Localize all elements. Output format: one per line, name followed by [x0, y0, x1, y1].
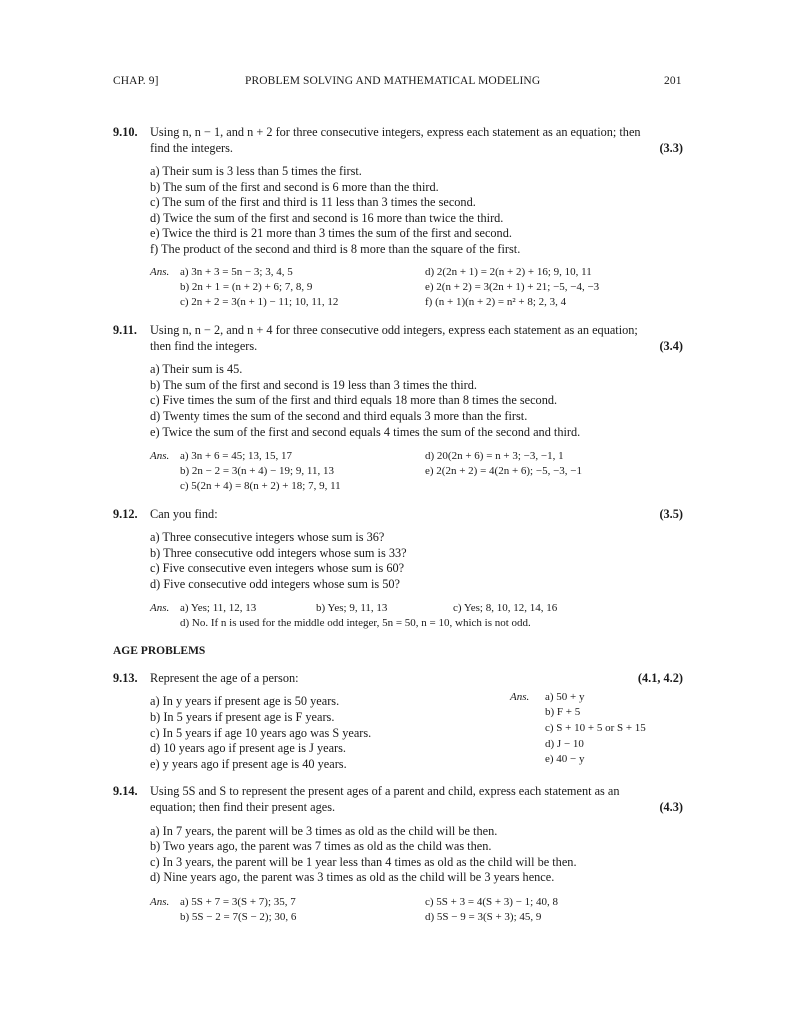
- answer: b) 2n + 1 = (n + 2) + 6; 7, 8, 9: [180, 281, 313, 293]
- problem-item: a) Three consecutive integers whose sum is 36?: [150, 530, 385, 544]
- answer: d) 5S − 9 = 3(S + 3); 45, 9: [425, 911, 542, 923]
- problem-item: d) Nine years ago, the parent was 3 times as old as the child will be 3 years hence.: [150, 870, 555, 884]
- answer: c) Yes; 8, 10, 12, 14, 16: [453, 602, 558, 614]
- problem-reference: (4.1, 4.2): [637, 671, 683, 685]
- problem-item: d) Twenty times the sum of the second and third equals 3 more than the first.: [150, 409, 528, 423]
- answer: c) 5(2n + 4) = 8(n + 2) + 18; 7, 9, 11: [180, 480, 341, 492]
- problem-statement-line: Using n, n − 2, and n + 4 for three consecutive odd integers, express each statement as an equation;: [150, 323, 638, 337]
- problem-number: 9.13.: [113, 671, 138, 685]
- problem-statement-line: find the integers.: [150, 141, 233, 155]
- answer: a) 3n + 3 = 5n − 3; 3, 4, 5: [180, 266, 293, 278]
- problem-item: d) Five consecutive odd integers whose sum is 50?: [150, 577, 400, 591]
- answer-label: Ans.: [150, 450, 170, 462]
- answer: f) (n + 1)(n + 2) = n² + 8; 2, 3, 4: [425, 296, 567, 308]
- problem-item: e) y years ago if present age is 40 years.: [150, 757, 347, 771]
- answer: e) 40 − y: [545, 753, 585, 765]
- section-heading: AGE PROBLEMS: [113, 645, 206, 657]
- answer: e) 2(2n + 2) = 4(2n + 6); −5, −3, −1: [425, 465, 582, 477]
- problem-item: d) Twice the sum of the first and second is 16 more than twice the third.: [150, 211, 504, 225]
- answer: d) 2(2n + 1) = 2(n + 2) + 16; 9, 10, 11: [425, 266, 592, 278]
- problem-number: 9.12.: [113, 507, 138, 521]
- problem-number: 9.10.: [113, 125, 138, 139]
- problem-number: 9.14.: [113, 784, 138, 798]
- answer: b) 2n − 2 = 3(n + 4) − 19; 9, 11, 13: [180, 465, 334, 477]
- problem-item: f) The product of the second and third is 8 more than the square of the first.: [150, 242, 521, 256]
- problem-item: a) In 7 years, the parent will be 3 times as old as the child will be then.: [150, 824, 498, 838]
- problem-statement-line: Using 5S and S to represent the present ages of a parent and child, express each statement as an: [150, 784, 620, 798]
- problem-statement-line: Represent the age of a person:: [150, 671, 299, 685]
- answer: b) F + 5: [545, 706, 581, 718]
- answer: b) Yes; 9, 11, 13: [316, 602, 388, 614]
- problem-statement-line: equation; then find their present ages.: [150, 800, 336, 814]
- problem-item: e) Twice the third is 21 more than 3 times the sum of the first and second.: [150, 226, 512, 240]
- problem-statement-line: Using n, n − 1, and n + 2 for three consecutive integers, express each statement as an equation; then: [150, 125, 641, 139]
- problem-item: a) In y years if present age is 50 years.: [150, 694, 340, 708]
- answer-label: Ans.: [150, 896, 170, 908]
- answer-label: Ans.: [150, 266, 170, 278]
- problem-item: c) In 5 years if age 10 years ago was S years.: [150, 726, 372, 740]
- problem-reference: (3.3): [659, 141, 683, 155]
- problem-item: c) Five times the sum of the first and third equals 18 more than 8 times the second.: [150, 393, 558, 407]
- problem-statement-line: Can you find:: [150, 507, 218, 521]
- problem-number: 9.11.: [113, 323, 137, 337]
- problem-item: b) The sum of the first and second is 19 less than 3 times the third.: [150, 378, 477, 392]
- chapter-label: CHAP. 9]: [113, 75, 159, 87]
- answer: a) 50 + y: [545, 691, 585, 703]
- problem-item: e) Twice the sum of the first and second equals 4 times the sum of the second and third.: [150, 425, 581, 439]
- answer: a) Yes; 11, 12, 13: [180, 602, 257, 614]
- answer: e) 2(n + 2) = 3(2n + 1) + 21; −5, −4, −3: [425, 281, 600, 293]
- problem-item: b) Two years ago, the parent was 7 times as old as the child was then.: [150, 839, 492, 853]
- answer: c) 2n + 2 = 3(n + 1) − 11; 10, 11, 12: [180, 296, 339, 308]
- answer: d) 20(2n + 6) = n + 3; −3, −1, 1: [425, 450, 564, 462]
- answer: d) No. If n is used for the middle odd integer, 5n = 50, n = 10, which is not odd.: [180, 617, 531, 629]
- problem-reference: (3.4): [659, 339, 683, 353]
- problem-reference: (3.5): [659, 507, 683, 521]
- page-number: 201: [664, 75, 682, 87]
- problem-item: b) In 5 years if present age is F years.: [150, 710, 335, 724]
- answer-label: Ans.: [150, 602, 170, 614]
- answer: c) S + 10 + 5 or S + 15: [545, 722, 646, 734]
- problem-item: c) In 3 years, the parent will be 1 year less than 4 times as old as the child will be then.: [150, 855, 577, 869]
- problem-item: b) Three consecutive odd integers whose sum is 33?: [150, 546, 407, 560]
- answer: c) 5S + 3 = 4(S + 3) − 1; 40, 8: [425, 896, 558, 908]
- running-title: PROBLEM SOLVING AND MATHEMATICAL MODELING: [245, 75, 541, 87]
- answer: a) 5S + 7 = 3(S + 7); 35, 7: [180, 896, 296, 908]
- problem-item: a) Their sum is 3 less than 5 times the first.: [150, 164, 362, 178]
- problem-statement-line: then find the integers.: [150, 339, 258, 353]
- answer: b) 5S − 2 = 7(S − 2); 30, 6: [180, 911, 297, 923]
- problem-item: a) Their sum is 45.: [150, 362, 243, 376]
- answer-label: Ans.: [510, 691, 530, 703]
- problem-item: c) Five consecutive even integers whose sum is 60?: [150, 561, 405, 575]
- answer: a) 3n + 6 = 45; 13, 15, 17: [180, 450, 293, 462]
- answer: d) J − 10: [545, 738, 584, 750]
- problem-item: b) The sum of the first and second is 6 more than the third.: [150, 180, 439, 194]
- problem-reference: (4.3): [659, 800, 683, 814]
- problem-item: d) 10 years ago if present age is J years.: [150, 741, 346, 755]
- problem-item: c) The sum of the first and third is 11 less than 3 times the second.: [150, 195, 476, 209]
